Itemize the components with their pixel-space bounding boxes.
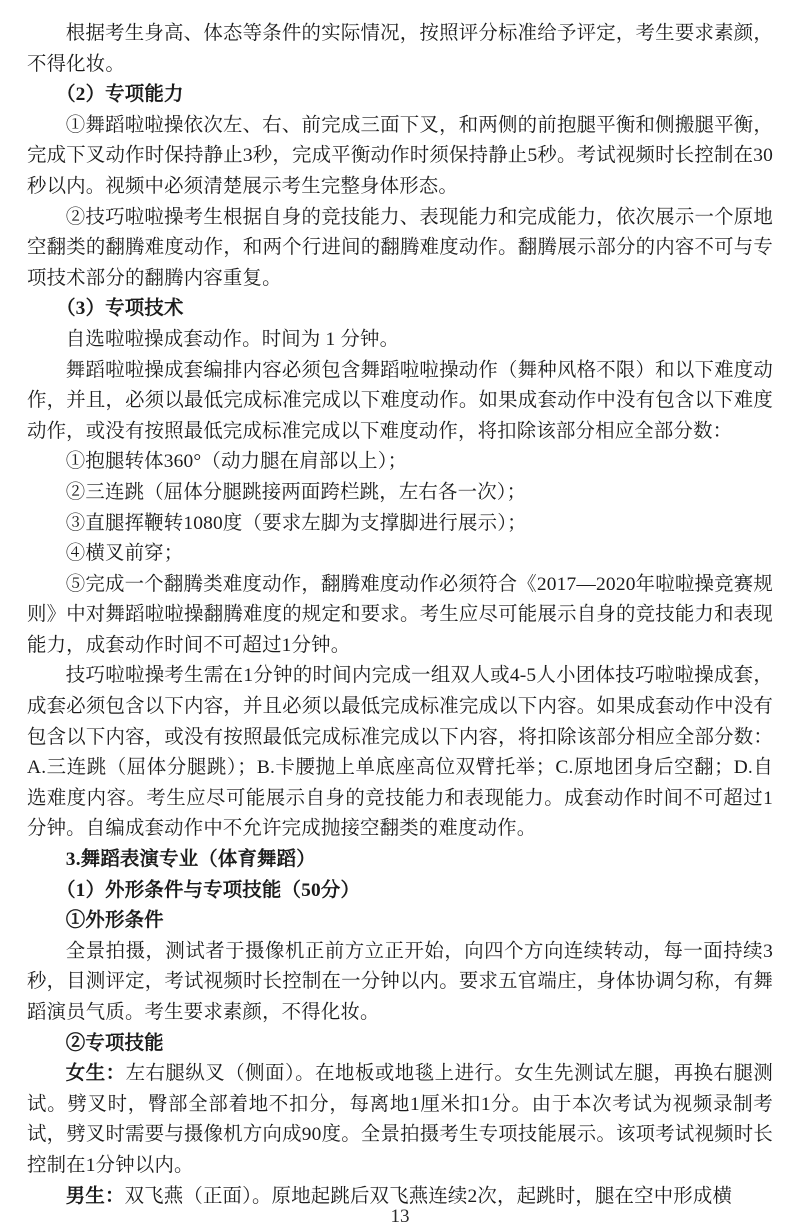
paragraph-appearance-test: 全景拍摄，测试者于摄像机正前方立正开始，向四个方向连续转动，每一面持续3秒，目测评定，考试视频时长控制在一分钟以内。要求五官端庄，身体协调匀称，有舞蹈演员气质。考生要求素颜，不得化妆。 bbox=[27, 940, 773, 1023]
paragraph-skill-cheer-routine: 技巧啦啦操考生需在1分钟的时间内完成一组双人或4-5人小团体技巧啦啦操成套，成套必须包含以下内容，并且必须以最低完成标准完成以下内容。如果成套动作中没有包含以下内容，或没有按照最低完成标准完成以下内容，将扣除该部分相应全部分数：A.三连跳（屈体分腿跳）；B.卡腰抛上单底座高位双臂托举；C.原地团身后空翻；D.自选难度内容。考生应尽可能展示自身的竞技能力和表现能力。成套动作时间不可超过1分钟。自编成套动作中不允许完成抛接空翻类的难度动作。 bbox=[27, 665, 773, 840]
paragraph-female-test bbox=[27, 1059, 773, 1181]
list-item-tumbling-difficulty: ⑤完成一个翻腾类难度动作，翻腾难度动作必须符合《2017—2020年啦啦操竞赛规则》中对舞蹈啦啦操翻腾难度的规定和要求。考生应尽可能展示自身的竞技能力和表现能力，成套动作时间不可超过1分钟。 bbox=[27, 573, 773, 656]
heading-special-technique: （3）专项技术 bbox=[56, 298, 184, 320]
list-item-fouette-turn: ③直腿挥鞭转1080度（要求左脚为支撑脚进行展示）； bbox=[65, 512, 527, 534]
paragraph-makeup-rule: 根据考生身高、体态等条件的实际情况，按照评分标准给予评定，考生要求素颜，不得化妆。 bbox=[27, 23, 773, 75]
heading-dance-performance-major: 3.舞蹈表演专业（体育舞蹈） bbox=[65, 849, 316, 871]
male-test-text: 双飞燕（正面）。原地起跳后双飞燕连续2次，起跳时，腿在空中形成横 bbox=[124, 1185, 733, 1207]
female-label: 女生： bbox=[65, 1063, 126, 1085]
heading-appearance-condition: ①外形条件 bbox=[65, 910, 164, 932]
list-item-leg-hold-turn: ①抱腿转体360°（动力腿在肩部以上）； bbox=[65, 451, 408, 473]
paragraph-routine-time: 自选啦啦操成套动作。时间为 1 分钟。 bbox=[65, 328, 400, 350]
list-item-triple-jump: ②三连跳（屈体分腿跳接两面跨栏跳，左右各一次）； bbox=[65, 481, 527, 503]
male-label: 男生： bbox=[65, 1185, 125, 1207]
paragraph-dance-cheer-ability: ①舞蹈啦啦操依次左、右、前完成三面下叉，和两侧的前抱腿平衡和侧搬腿平衡，完成下叉动作时保持静止3秒，完成平衡动作时须保持静止5秒。考试视频时长控制在30秒以内。视频中必须清楚展示考生完整身体形态。 bbox=[27, 114, 773, 197]
heading-appearance-and-skill-50: （1）外形条件与专项技能（50分） bbox=[56, 879, 361, 901]
list-item-straddle-split: ④横叉前穿； bbox=[65, 543, 184, 565]
paragraph-skill-cheer-ability: ②技巧啦啦操考生根据自身的竞技能力、表现能力和完成能力，依次展示一个原地空翻类的翻腾难度动作，和两个行进间的翻腾难度动作。翻腾展示部分的内容不可与专项技术部分的翻腾内容重复。 bbox=[27, 206, 773, 289]
heading-special-skill: ②专项技能 bbox=[65, 1032, 164, 1054]
page-number: 13 bbox=[390, 1206, 410, 1224]
paragraph-routine-requirements: 舞蹈啦啦操成套编排内容必须包含舞蹈啦啦操动作（舞种风格不限）和以下难度动作，并且，必须以最低完成标准完成以下难度动作。如果成套动作中没有包含以下难度动作，或没有按照最低完成标准完成以下难度动作，将扣除该部分相应全部分数： bbox=[27, 359, 773, 442]
heading-special-ability: （2）专项能力 bbox=[56, 84, 184, 106]
female-test-text: 左右腿纵叉（侧面）。在地板或地毯上进行。女生先测试左腿，再换右腿测试。劈叉时，臀部全部着地不扣分，每离地1厘米扣1分。由于本次考试为视频录制考试，劈叉时需要与摄像机方向成90度。全景拍摄考生专项技能展示。该项考试视频时长控制在1分钟以内。 bbox=[27, 1063, 773, 1176]
